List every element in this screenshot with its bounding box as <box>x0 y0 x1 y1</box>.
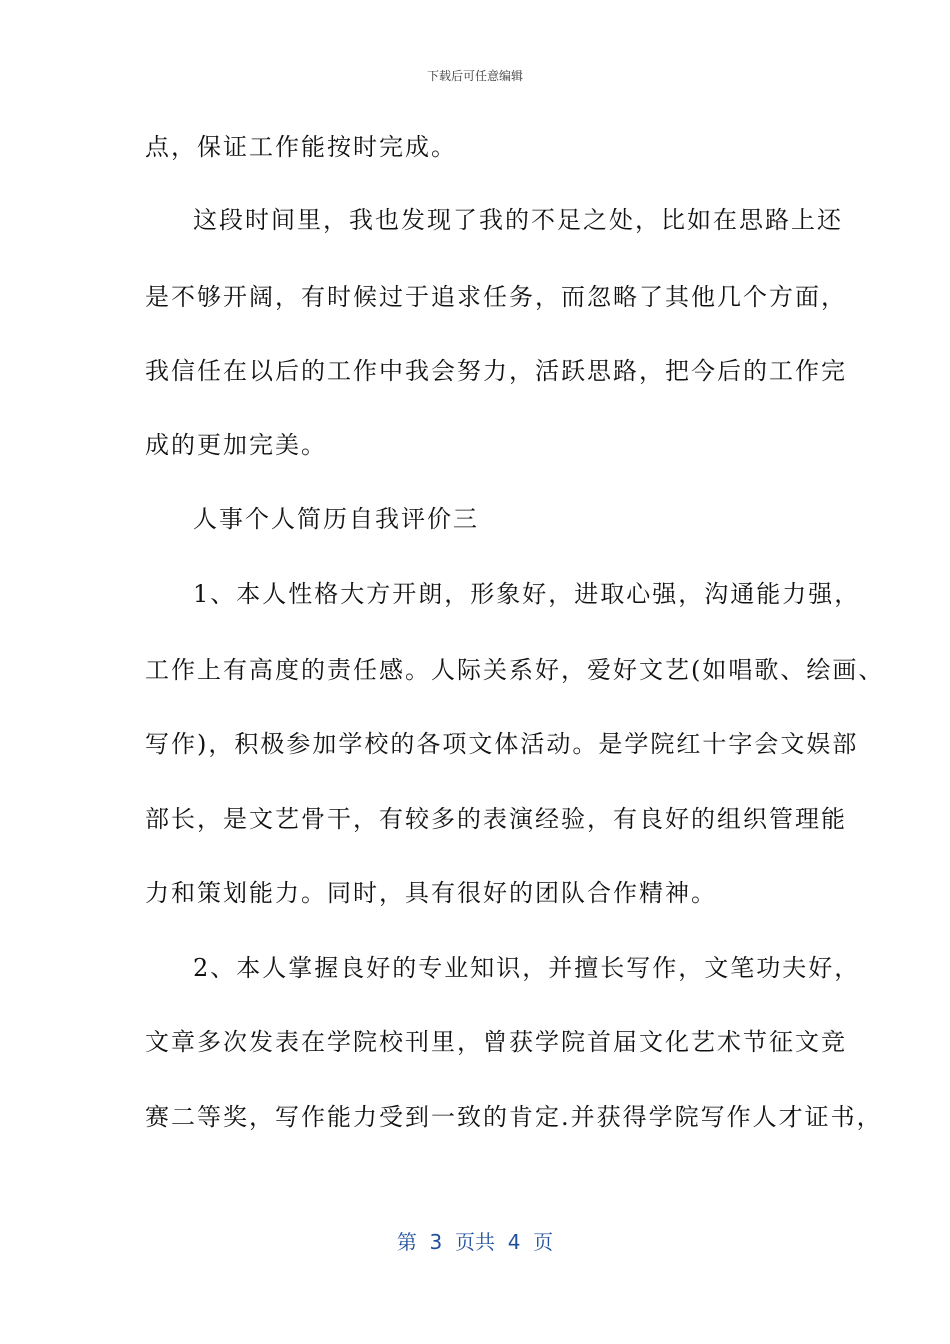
section-heading: 人事个人简历自我评价三 <box>193 505 479 533</box>
text-line: 是不够开阔，有时候过于追求任务，而忽略了其他几个方面， <box>145 283 847 311</box>
paragraph-first-line: 2、本人掌握良好的专业知识，并擅长写作，文笔功夫好， <box>193 954 861 982</box>
text-line: 工作上有高度的责任感。人际关系好，爱好文艺(如唱歌、绘画、 <box>145 656 885 684</box>
text-line: 文章多次发表在学院校刊里，曾获学院首届文化艺术节征文竞 <box>145 1028 847 1056</box>
text-line: 成的更加完美。 <box>145 431 327 459</box>
header-note: 下载后可任意编辑 <box>426 69 523 83</box>
text-line: 力和策划能力。同时，具有很好的团队合作精神。 <box>145 879 717 907</box>
text-line: 赛二等奖，写作能力受到一致的肯定.并获得学院写作人才证书， <box>145 1103 883 1131</box>
text-line: 写作)，积极参加学校的各项文体活动。是学院红十字会文娱部 <box>145 730 859 758</box>
text-line: 点，保证工作能按时完成。 <box>145 133 457 161</box>
paragraph-first-line: 1、本人性格大方开朗，形象好，进取心强，沟通能力强， <box>193 580 861 608</box>
page-number-footer: 第 3 页共 4 页 <box>396 1230 554 1254</box>
text-line: 我信任在以后的工作中我会努力，活跃思路，把今后的工作完 <box>145 357 847 385</box>
paragraph-first-line: 这段时间里，我也发现了我的不足之处，比如在思路上还 <box>193 206 843 234</box>
text-line: 部长，是文艺骨干，有较多的表演经验，有良好的组织管理能 <box>145 805 847 833</box>
